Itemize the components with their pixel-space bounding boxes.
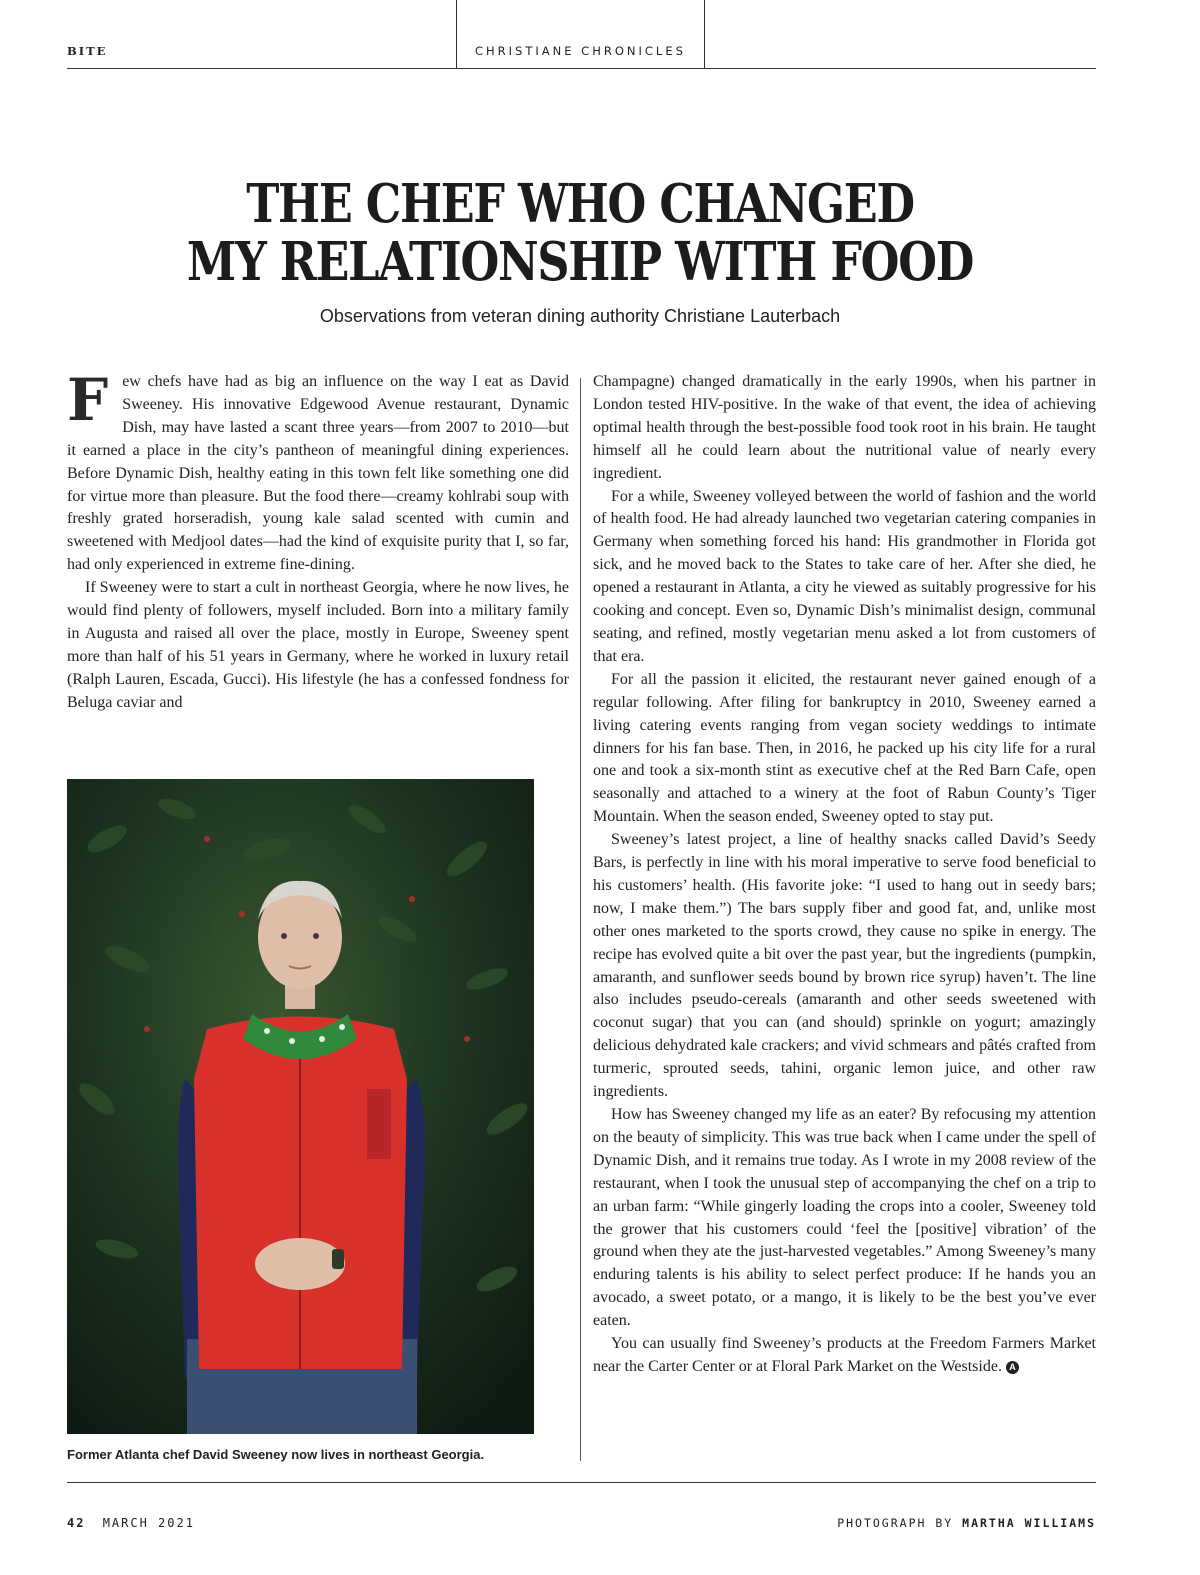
photo-credit [837,1516,1096,1530]
dropcap: F [67,366,109,434]
paragraph-1-text: ew chefs have had as big an influence on the way I eat as David Sweeney. His innovative Edgewood Avenue restaurant, Dynamic Dish, may have lasted a scant three years—from 2007 to 2010—but it earned a place in the city’s pantheon of meaningful dining experiences. Before Dynamic Dish, healthy eating in this town felt like something one did for virtue more than pleasure. But the food there—creamy kohlrabi soup with freshly grated horseradish, young kale salad scented with cumin and sweetened with Medjool dates—had the kind of exquisite purity that I, so far, had only experienced in extreme fine-dining. [67,373,569,574]
subhead: Observations from veteran dining authority Christiane Lauterbach [319,306,841,326]
article-column-left [67,366,569,715]
chef-portrait-illustration [67,779,534,1434]
photo-credit-label: PHOTOGRAPH BY [837,1516,954,1530]
page-number: 42 [67,1516,86,1530]
paragraph-8-text: You can usually find Sweeney’s products at the Freedom Farmers Market near the Carter Center or at Floral Park Market on the Westside. [593,1335,1096,1375]
article-column-right [593,371,1096,1379]
end-mark-icon: A [1006,1361,1019,1374]
paragraph-7: How has Sweeney changed my life as an eater? By refocusing my attention on the beauty of simplicity. This was true back when I came under the spell of Dynamic Dish, and it remains true today. As I wrote in my 2008 review of the restaurant, when I took the unusual step of accompanying the chef on a trip to an urban farm: “While gingerly loading the crops into a cooler, Sweeney told the grower that his customers could ‘feel the [positive] vibration’ of the ground when they ate the just-harvested vegetables.” Among Sweeney’s many enduring talents is his ability to select perfect produce: If he hands you an avocado, a sweet potato, or a mango, it is likely to be the best you’ve ever eaten. [593,1106,1096,1330]
page-header [67,0,1096,69]
header-divider-right [704,0,705,68]
issue-date: MARCH 2021 [102,1516,195,1530]
photographer-name: MARTHA WILLIAMS [962,1516,1096,1530]
photo-caption: Former Atlanta chef David Sweeney now lives in northeast Georgia. [67,1447,485,1462]
paragraph-4: For a while, Sweeney volleyed between the world of fashion and the world of health food. He had already launched two vegetarian catering companies in Germany when something forced his hand: His grandmother in Florida got sick, and he moved back to the States to take care of her. After she died, he opened a restaurant in Atlanta, a city he viewed as suitably progressive for his cooking and concept. Even so, Dynamic Dish’s minimalist design, communal seating, and refined, mostly vegetarian menu asked a lot from customers of that era. [593,487,1096,665]
chef-photo [67,779,534,1434]
paragraph-1 [67,366,569,577]
footer-folio [67,1516,195,1530]
paragraph-6: Sweeney’s latest project, a line of healthy snacks called David’s Seedy Bars, is perfectly in line with his moral imperative to serve food beneficial to his customers’ health. (His favorite joke: “I used to hang out in seedy bars; now, I make them.”) The bars supply fiber and good fat, and, unlike most other ones marketed to the sports crowd, they cause no spike in energy. The recipe has evolved quite a bit over the past year, but the ingredients (pumpkin, amaranth, and sunflower seeds bound by brown rice syrup) haven’t. The line also includes pseudo-cereals (amaranth and other seeds sweetened with coconut sugar) that you can (and should) sprinkle on yogurt; amazingly delicious dehydrated kale crackers; and vivid schmears and pâtés crafted from turmeric, sprouted seeds, tahini, organic lemon juice, and other raw ingredients. [593,831,1096,1101]
paragraph-5: For all the passion it elicited, the restaurant never gained enough of a regular following. After filing for bankruptcy in 2010, Sweeney earned a living catering events ranging from vegan society weddings to intimate dinners for his fan base. Then, in 2016, he packed up his city life for a rural one and took a six-month stint as executive chef at the Red Barn Cafe, open seasonally and attached to a winery at the foot of Rabun County’s Tiger Mountain. When the season ended, Sweeney opted to stay put. [593,670,1096,826]
paragraph-2: If Sweeney were to start a cult in northeast Georgia, where he now lives, he would find plenty of followers, myself included. Born into a military family in Augusta and raised all over the place, mostly in Europe, Sweeney spent more than half of his 51 years in Germany, where he worked in luxury retail (Ralph Lauren, Escada, Gucci). His lifestyle (he has a confessed fondness for Beluga caviar and [67,579,569,711]
headline-line-2: MY RELATIONSHIP WITH FOOD [186,231,974,293]
headline-line-1: THE CHEF WHO CHANGED [246,173,914,235]
column-divider [580,378,581,1461]
paragraph-8 [593,1333,1096,1379]
column-name: CHRISTIANE CHRONICLES [475,44,686,58]
footer-rule [67,1482,1096,1483]
headline [93,175,1067,291]
paragraph-3: Champagne) changed dramatically in the early 1990s, when his partner in London tested HIV-positive. In the wake of that event, the idea of achieving optimal health through the best-possible food took root in his brain. He taught himself all he could learn about the nutritional value of nearly every ingredient. [593,373,1096,482]
header-divider-left [456,0,457,68]
section-label: BITE [67,44,108,58]
